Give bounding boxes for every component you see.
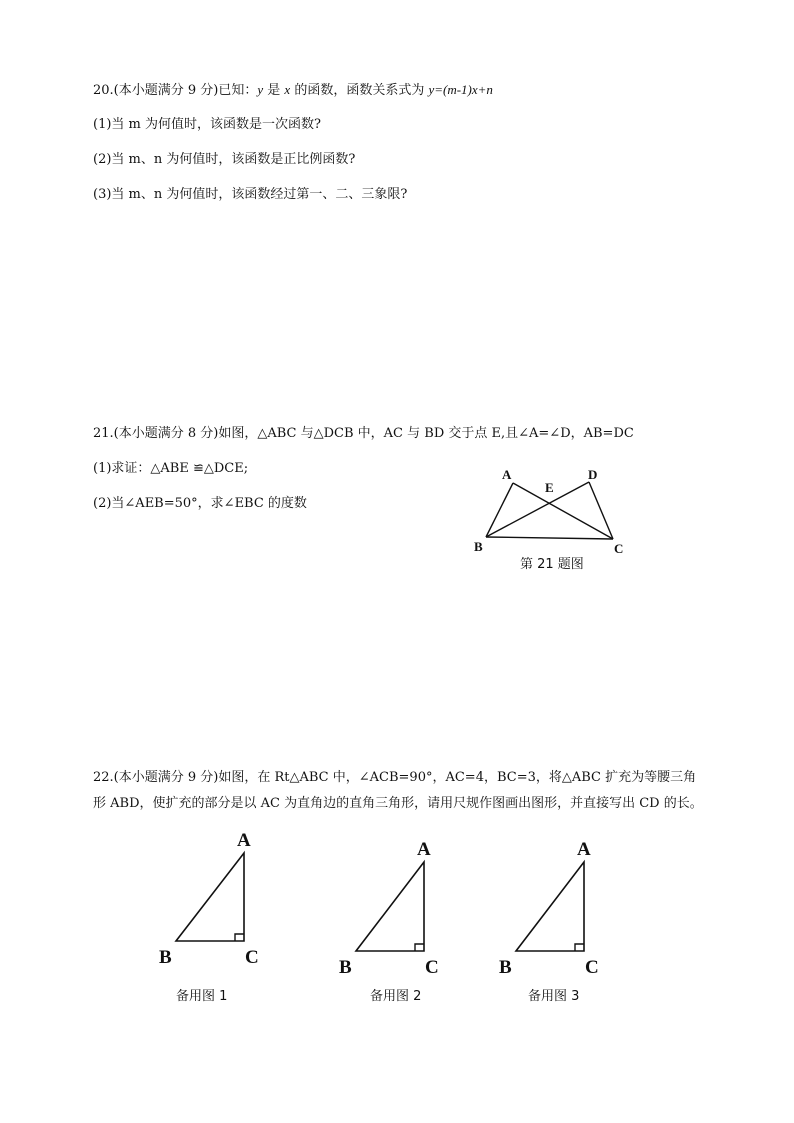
q21-label-b: B [474,539,483,554]
q20-sub1: (1)当 m 为何值时，该函数是一次函数? [93,117,321,132]
q20-prefix: 20.(本小题满分 9 分)已知： [93,83,258,98]
q20-sub3: (3)当 m、n 为何值时，该函数经过第一、二、三象限? [93,187,408,202]
q22-caption-2: 备用图 2 [370,989,422,1004]
q22-figure-3 [499,839,599,978]
q20-formula: y=(m-1)x+n [428,82,493,97]
q22-stem: 22.(本小题满分 9 分)如图，在 Rt△ABC 中，∠ACB=90°，AC=4，BC=3，将△ABC 扩充为等腰三角形 ABD，使扩充的部分是以 AC 为直角边的直角三角形，请用尺规作图画出图形，并直接写出 CD 的长。 [93,770,703,811]
q21-label-e: E [545,480,554,495]
q20-var-x: x [284,82,291,97]
q22-fig3-triangle [516,862,584,951]
q20-var-y: y [257,82,264,97]
q22-fig2-triangle [356,862,424,951]
q22-fig1-label-b: B [159,947,172,968]
q22-fig2-label-a: A [417,839,431,860]
q22-fig3-label-b: B [499,957,512,978]
q22-fig3-label-c: C [585,957,599,978]
q22-fig1-triangle [176,853,244,941]
q21-sub2: (2)当∠AEB=50°，求∠EBC 的度数 [93,496,307,511]
q22-figure-1 [159,830,259,968]
q21-label-a: A [502,467,512,482]
q22-fig1-label-c: C [245,947,259,968]
q20-sub2: (2)当 m、n 为何值时，该函数是正比例函数? [93,152,356,167]
q22-fig2-label-b: B [339,957,352,978]
q22-fig1-label-a: A [237,830,251,851]
q20-mid2: 的函数，函数关系式为 [290,83,429,98]
q22-fig3-right-angle-mark [575,944,584,951]
q22-caption-3: 备用图 3 [528,989,580,1004]
q22-caption-1: 备用图 1 [176,989,228,1004]
q21-caption: 第 21 题图 [520,557,584,572]
q22-figure-2 [339,839,439,978]
q21-stem: 21.(本小题满分 8 分)如图，△ABC 与△DCB 中，AC 与 BD 交于点 E,且∠A=∠D，AB=DC [93,426,634,441]
q22-fig3-label-a: A [577,839,591,860]
q22-fig2-label-c: C [425,957,439,978]
q21-label-c: C [614,541,624,556]
q22-fig2-right-angle-mark [415,944,424,951]
q21-sub1: (1)求证：△ABE ≌△DCE; [93,461,249,476]
q22-fig1-right-angle-mark [235,934,244,941]
q21-label-d: D [588,467,598,482]
q20-mid1: 是 [263,83,285,98]
